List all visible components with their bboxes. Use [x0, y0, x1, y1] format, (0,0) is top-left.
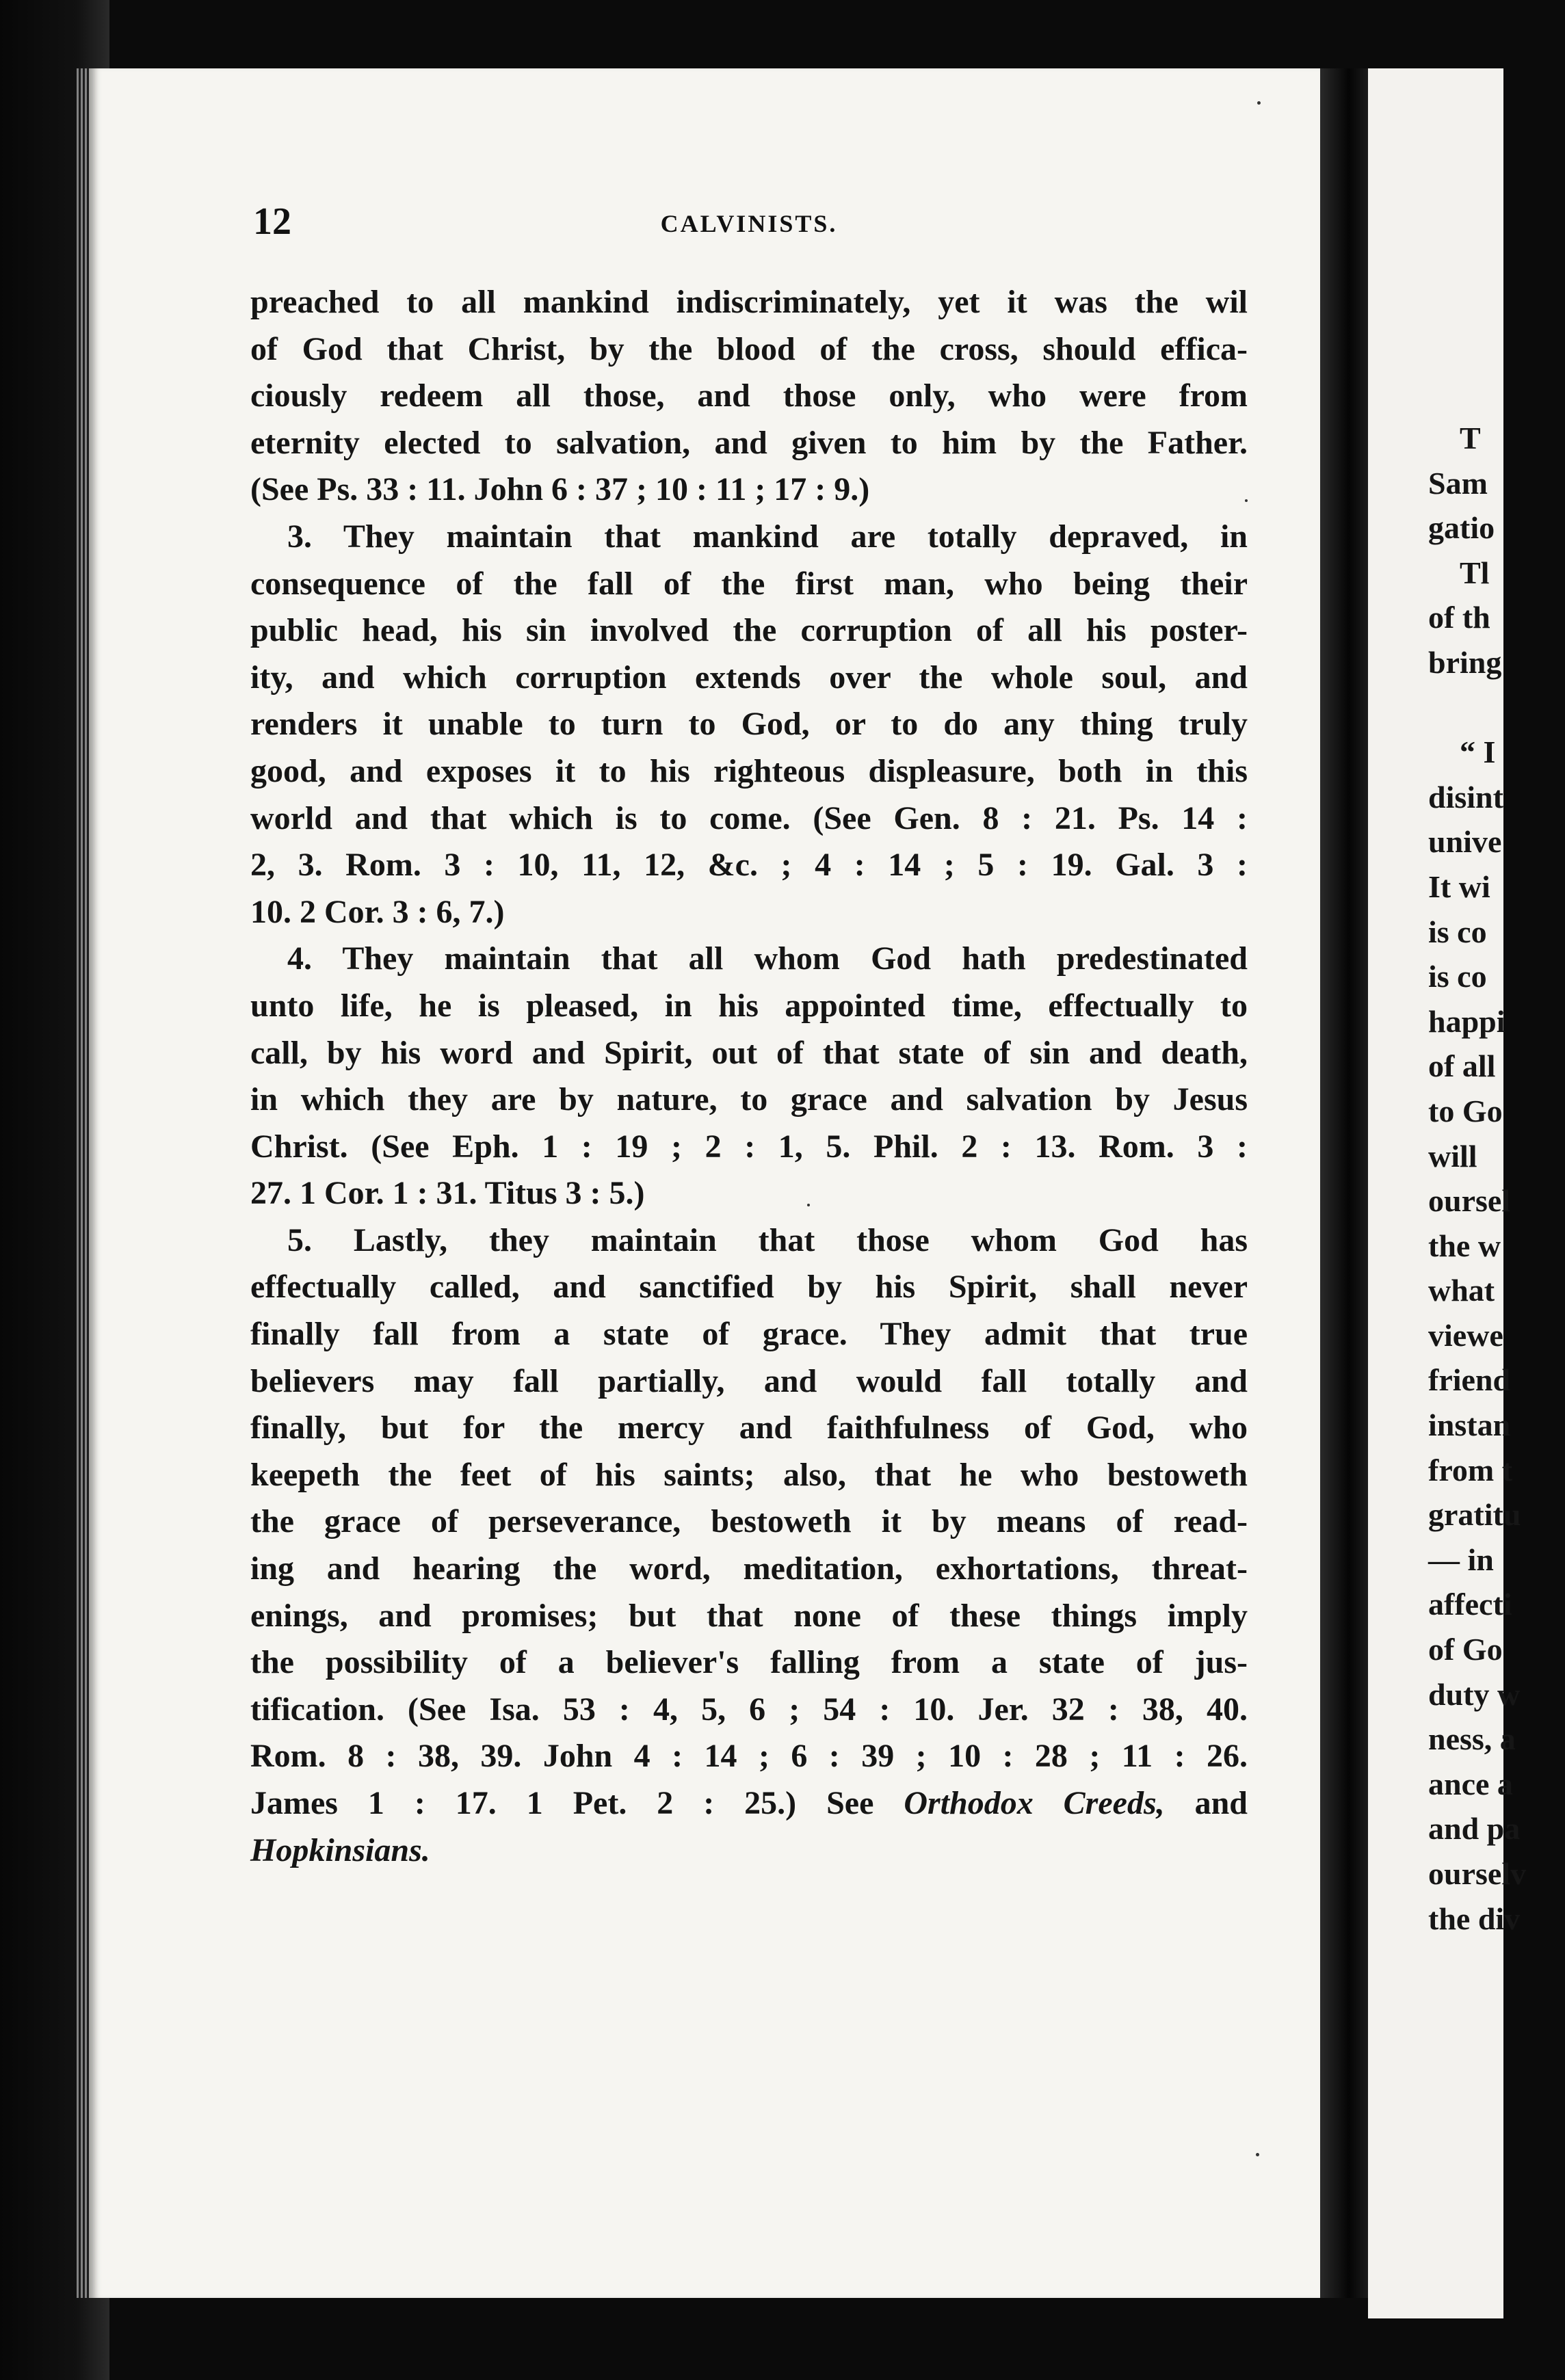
next-page-line: instan — [1428, 1407, 1511, 1443]
text-line — [250, 561, 1248, 608]
page-number: 12 — [253, 200, 291, 243]
next-page-line: will — [1428, 1138, 1477, 1174]
text-line — [250, 607, 1248, 654]
text-line — [250, 1405, 1248, 1452]
text-line-content: ity, and which corruption extends over the whole soul, and — [250, 659, 1248, 696]
next-page-line: “ I — [1460, 735, 1496, 770]
next-page-line: unive — [1428, 824, 1502, 860]
text-line-content: tification. (See Isa. 53 : 4, 5, 6 ; 54 : 10. Jer. 32 : 38, 40. — [250, 1691, 1248, 1728]
next-page-line: and pa — [1428, 1811, 1521, 1847]
text-line-content: Christ. (See Eph. 1 : 19 ; 2 : 1, 5. Phil. 2 : 13. Rom. 3 : — [250, 1128, 1248, 1165]
next-page-line: It wi — [1428, 869, 1490, 904]
text-line — [250, 1076, 1248, 1124]
text-line-content: public head, his sin involved the corruption of all his poster- — [250, 612, 1248, 649]
text-line-content: 4. They maintain that all whom God hath predestinated — [287, 940, 1248, 977]
next-page-line: is co — [1428, 914, 1487, 949]
next-page-line: is co — [1428, 959, 1487, 994]
text-line — [250, 1546, 1248, 1593]
text-line — [250, 279, 1248, 326]
text-line — [250, 795, 1248, 843]
next-page-line: happi — [1428, 1003, 1505, 1039]
text-line — [250, 373, 1248, 420]
text-line-content: the grace of perseverance, bestoweth it by means of read- — [250, 1503, 1248, 1540]
text-line-tail: and — [1164, 1785, 1248, 1821]
text-line-content: enings, and promises; but that none of these things imply — [250, 1597, 1248, 1634]
text-line-content: 27. 1 Cor. 1 : 31. Titus 3 : 5.) — [250, 1175, 645, 1212]
next-page-line: viewe — [1428, 1317, 1503, 1353]
text-line-content: unto life, he is pleased, in his appointed time, effectually to — [250, 987, 1248, 1024]
next-page-text — [1428, 416, 1565, 1941]
text-line — [250, 1124, 1248, 1171]
next-page-line: oursel — [1428, 1183, 1511, 1219]
text-line — [250, 1030, 1248, 1077]
text-line — [250, 1733, 1248, 1780]
text-line-content: ing and hearing the word, meditation, exhortations, threat- — [250, 1550, 1248, 1587]
text-line-content: of God that Christ, by the blood of the cross, should effica- — [250, 330, 1248, 367]
running-head — [253, 200, 1245, 254]
text-line — [250, 936, 1248, 983]
text-line — [250, 1452, 1248, 1499]
next-page-line: ance a — [1428, 1766, 1513, 1801]
text-line-content: ciously redeem all those, and those only, who were from — [250, 378, 1248, 414]
next-page-line: duty w — [1428, 1676, 1521, 1712]
text-line-content: finally fall from a state of grace. They admit that true — [250, 1316, 1248, 1353]
text-line-content: believers may fall partially, and would fall totally and — [250, 1362, 1248, 1399]
text-line — [250, 1827, 1248, 1875]
next-page-line — [1428, 685, 1565, 730]
next-page-line: of Go — [1428, 1632, 1503, 1667]
scan-speck — [1256, 2153, 1259, 2156]
next-page-line: Sam — [1428, 465, 1488, 501]
next-page-line: of all — [1428, 1048, 1496, 1084]
text-line — [250, 1639, 1248, 1687]
scan-speck — [807, 1204, 810, 1206]
text-line — [250, 654, 1248, 702]
text-line — [250, 1687, 1248, 1734]
text-line — [250, 983, 1248, 1030]
next-page-line: T — [1460, 421, 1481, 455]
text-line-content: 5. Lastly, they maintain that those whom God has — [287, 1221, 1248, 1258]
text-line-content: preached to all mankind indiscriminately, yet it was the wil — [250, 284, 1248, 320]
text-line — [250, 420, 1248, 467]
text-line-content: effectually called, and sanctified by his Spirit, shall never — [250, 1269, 1248, 1306]
text-line-content: finally, but for the mercy and faithfulness of God, who — [250, 1410, 1248, 1446]
text-line-content: 3. They maintain that mankind are totally depraved, in — [287, 518, 1248, 555]
text-line-content: consequence of the fall of the first man, who being their — [250, 565, 1248, 602]
text-line-content: 2, 3. Rom. 3 : 10, 11, 12, &c. ; 4 : 14 ; 5 : 19. Gal. 3 : — [250, 847, 1248, 884]
text-line — [250, 701, 1248, 748]
book-gutter — [1320, 68, 1368, 2298]
text-line-content: the possibility of a believer's falling from a state of jus- — [250, 1644, 1248, 1681]
next-page-line: Tl — [1460, 555, 1490, 590]
text-line — [250, 1217, 1248, 1265]
next-page-line: gatio — [1428, 510, 1495, 546]
text-line — [250, 889, 1248, 936]
text-line — [250, 1358, 1248, 1405]
next-page-line: ness, a — [1428, 1721, 1516, 1757]
next-page-line: what — [1428, 1273, 1495, 1308]
next-page-line: of th — [1428, 600, 1490, 635]
text-line — [250, 1593, 1248, 1640]
next-page-line: — in — [1428, 1542, 1494, 1577]
next-page-line: bring — [1428, 644, 1502, 680]
text-line — [250, 466, 1248, 514]
text-line-content: eternity elected to salvation, and given to him by the Father. — [250, 424, 1248, 461]
text-line-content: Rom. 8 : 38, 39. John 4 : 14 ; 6 : 39 ; 10 : 28 ; 11 : 26. — [250, 1738, 1248, 1775]
text-line — [250, 1311, 1248, 1358]
next-page-line: affecti — [1428, 1587, 1512, 1622]
next-page-line: ourselv — [1428, 1856, 1527, 1891]
text-line — [250, 1780, 1248, 1827]
next-page-line: the div — [1428, 1901, 1521, 1936]
body-text — [250, 279, 1248, 1874]
text-line — [250, 1498, 1248, 1546]
text-line — [250, 1264, 1248, 1311]
next-page-line: the w — [1428, 1228, 1501, 1263]
text-line — [250, 748, 1248, 795]
next-page-line: disint — [1428, 779, 1503, 815]
text-line — [250, 842, 1248, 889]
cross-reference: Orthodox Creeds, — [904, 1785, 1165, 1821]
text-line — [250, 326, 1248, 373]
scan-speck — [1257, 101, 1261, 105]
next-page-line: to Go — [1428, 1093, 1503, 1128]
next-page-line: from t — [1428, 1452, 1513, 1488]
text-line-content: 10. 2 Cor. 3 : 6, 7.) — [250, 893, 505, 930]
cross-reference: Hopkinsians. — [250, 1832, 430, 1868]
next-page-line: gratitu — [1428, 1497, 1521, 1533]
text-line-content: call, by his word and Spirit, out of that state of sin and death, — [250, 1034, 1248, 1071]
text-line-content: world and that which is to come. (See Gen. 8 : 21. Ps. 14 : — [250, 799, 1248, 836]
next-page-line: friend — [1428, 1362, 1511, 1398]
text-line-content: (See Ps. 33 : 11. John 6 : 37 ; 10 : 11 ; 17 : 9.) — [250, 471, 870, 508]
text-line-content: keepeth the feet of his saints; also, that he who bestoweth — [250, 1456, 1248, 1493]
text-line-content: good, and exposes it to his righteous displeasure, both in this — [250, 752, 1248, 789]
text-line — [250, 1170, 1248, 1217]
text-line — [250, 514, 1248, 561]
text-line-content: in which they are by nature, to grace and salvation by Jesus — [250, 1081, 1248, 1118]
book-page-right-partial — [1368, 68, 1527, 2318]
text-line-content: renders it unable to turn to God, or to do any thing truly — [250, 706, 1248, 743]
text-line-content: James 1 : 17. 1 Pet. 2 : 25.) See — [250, 1785, 874, 1821]
scan-speck — [1245, 499, 1248, 502]
running-title: CALVINISTS. — [660, 210, 838, 237]
